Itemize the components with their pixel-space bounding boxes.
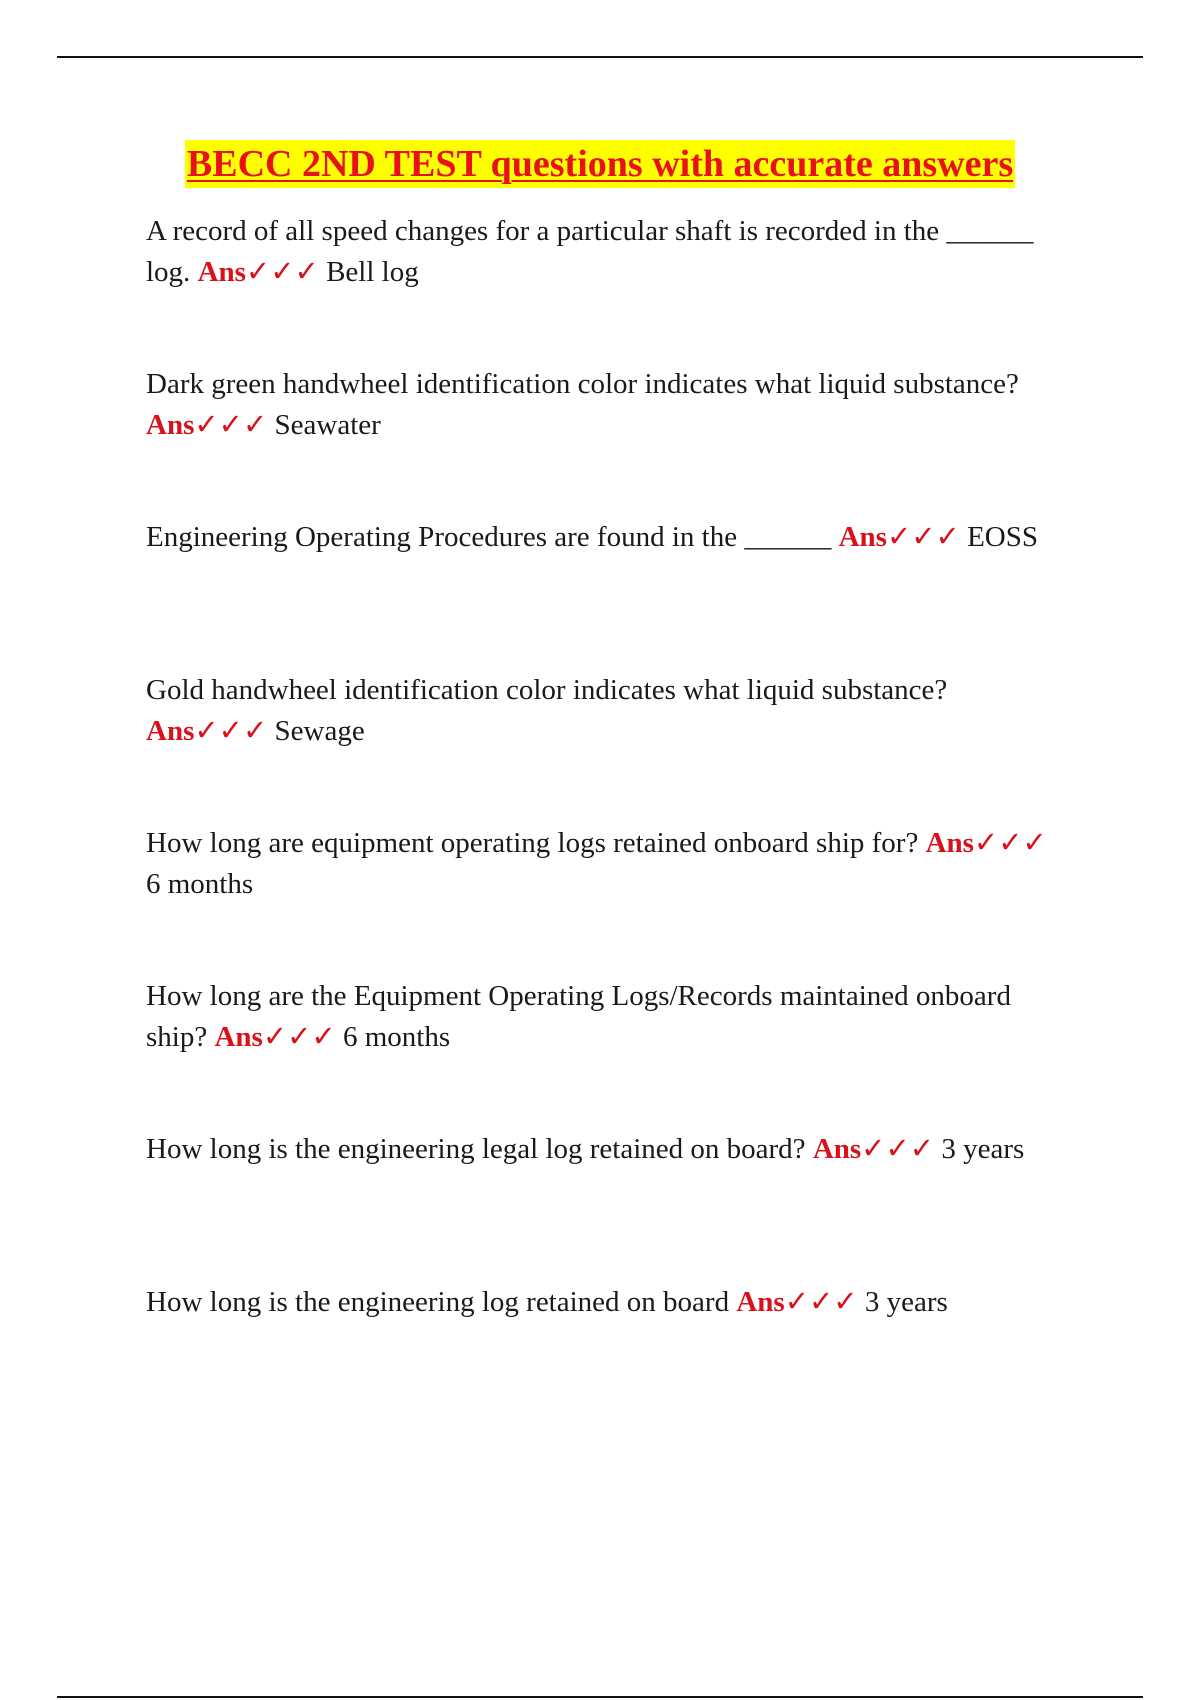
- answer-label: Ans: [838, 521, 887, 553]
- question-text: Engineering Operating Procedures are found in the ______: [146, 521, 832, 553]
- qa-item: [146, 517, 1056, 558]
- answer-text: Sewage: [274, 715, 365, 747]
- answer-text: 3 years: [941, 1133, 1025, 1165]
- question-text: How long are the Equipment Operating Logs/Records maintained onboard ship?: [146, 980, 1011, 1053]
- top-rule: [57, 56, 1143, 58]
- answer-text: Seawater: [274, 409, 381, 441]
- check-marks-icon: ✓✓✓: [194, 409, 268, 441]
- qa-item: [146, 1129, 1056, 1170]
- answer-label: Ans: [812, 1133, 862, 1165]
- qa-item: [146, 364, 1056, 446]
- answer-text: EOSS: [967, 521, 1039, 553]
- check-marks-icon: ✓✓✓: [861, 1133, 935, 1165]
- answer-text: Bell log: [326, 256, 419, 288]
- qa-item: [146, 211, 1056, 293]
- question-text: How long are equipment operating logs retained onboard ship for?: [146, 827, 919, 859]
- qa-item: [146, 1282, 1056, 1323]
- answer-label: Ans: [146, 409, 195, 441]
- question-text: Gold handwheel identification color indicates what liquid substance?: [146, 674, 948, 706]
- answer-text: 6 months: [342, 1021, 451, 1053]
- question-text: How long is the engineering log retained on board: [146, 1286, 730, 1318]
- document-title: BECC 2ND TEST questions with accurate answers: [185, 140, 1015, 188]
- check-marks-icon: ✓✓✓: [886, 521, 960, 553]
- check-marks-icon: ✓✓✓: [784, 1286, 858, 1318]
- check-marks-icon: ✓✓✓: [262, 1021, 336, 1053]
- qa-item: [146, 976, 1056, 1058]
- answer-label: Ans: [736, 1286, 785, 1318]
- question-text: Dark green handwheel identification color indicates what liquid substance?: [146, 368, 1019, 400]
- question-text: A record of all speed changes for a particular shaft is recorded in the ______ log.: [146, 215, 1034, 288]
- bottom-rule: [57, 1696, 1143, 1698]
- check-marks-icon: ✓✓✓: [194, 715, 268, 747]
- check-marks-icon: ✓✓✓: [245, 256, 319, 288]
- title-container: [0, 140, 1200, 188]
- answer-text: 6 months: [146, 868, 254, 900]
- qa-item: [146, 670, 1056, 752]
- answer-label: Ans: [214, 1021, 263, 1053]
- answer-label: Ans: [146, 715, 195, 747]
- answer-label: Ans: [925, 827, 974, 859]
- answer-label: Ans: [197, 256, 246, 288]
- check-marks-icon: ✓✓✓: [973, 827, 1047, 859]
- qa-item: [146, 823, 1056, 905]
- answer-text: 3 years: [864, 1286, 948, 1318]
- question-text: How long is the engineering legal log retained on board?: [146, 1133, 806, 1165]
